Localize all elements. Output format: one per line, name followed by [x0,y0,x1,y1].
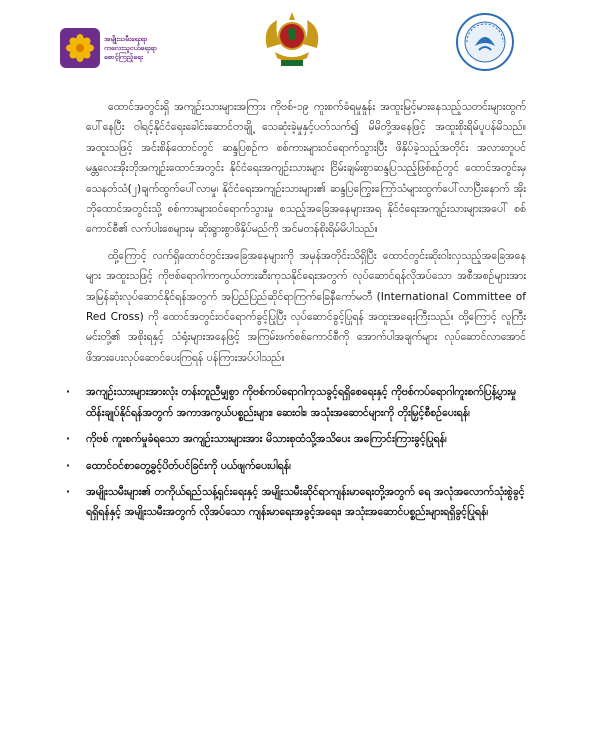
document-body [66,97,526,529]
commission-seal-icon [455,12,515,72]
bullet-marker: · [66,485,71,498]
bullet-marker: · [66,459,71,472]
flower-logo-icon [60,28,100,68]
paragraph-2: ထို့ကြောင့် လက်ရှိထောင်တွင်းအခြေအနေများကို အမှန်အတိုင်းသိရှိပြီး ထောင်တွင်းဆိုးဝါးလှသည့်အခြေအနေများ အထူးသဖြင့် ကိုဗစ်ရောဂါကာကွယ်တားဆီးကုသနိုင်ရေးအတွက် လုပ်ဆောင်ရန်လိုအပ်သော အစီအစဉ်များအား အမြန်ဆုံးလုပ်ဆောင်နိုင်ရန်အတွက် အပြည်ပြည်ဆိုင်ရာကြက်ခြေနီကော်မတီ (International Committee of Red Cross) ကို ထောင်အတွင်းဝင်ရောက်ခွင့်ပြုပြီး လုပ်ဆောင်ခွင့်ပြုရန် အထူးအရေးကြီးသည်။ ထို့ကြောင့် လူကြီးမင်းတို့၏ အစိုးရနှင့် သံရုံးများအနေဖြင့် အကြမ်းဖက်စစ်ကောင်စီကို အောက်ပါအချက်များ လုပ်ဆောင်လာအောင် ဖိအားပေးလုပ်ဆောင်ပေးကြရန် ပန်ကြားအပ်ပါသည်။ [86,249,526,364]
bullet-marker: · [66,386,71,399]
demands-list [66,382,526,522]
bullet-text: ထောင်ဝင်စာတွေ့ခွင့်ပိတ်ပင်ခြင်းကို ပယ်ဖျက်ပေးပါရန်၊ [86,459,291,472]
bullet-text: အမျိုးသမီးများ၏ တကိုယ်ရည်သန့်ရှင်းရေးနှင့် အမျိုးသမီးဆိုင်ရာကျန်းမာရေးတို့အတွက် ရေ အလုံအလောက်သုံးစွဲခွင့်ရရှိရန်နှင့် အမျိုးသမီးအတွက် လိုအပ်သော ကျန်းမာရေးအခွင့်အရေး၊ အသုံးအဆောင်ပစ္စည်းများရရှိခွင့်ပြုရန်၊ [86,485,525,519]
organization-logo [60,28,190,68]
state-emblem-icon [257,8,327,70]
list-item [66,429,526,449]
list-item [66,456,526,476]
logo-line-2: ကလေးသူငယ်ရေးရာ [104,43,157,52]
logo-line-3: စောင့်ကြည့်ရေး [104,52,143,61]
paragraph-1: ထောင်အတွင်းရှိ အကျဉ်းသားများအကြား ကိုဗစ်-၁၉ ကူးစက်ခံရမှုနှုန်း အထူးမြင့်မားနေသည့်သတင်းများထွက်ပေါ်နေပြီး ဝါရင့်နိုင်ငံရေးခေါင်းဆောင်တချို့ သေဆုံးခဲ့မှုနှင့်ပတ်သက်၍ မိမိတို့အနေဖြင့် အထူးစိုးရိမ်ပူပန်မိသည်။ အထူးသဖြင့် အင်းစိန်ထောင်တွင် ဆန္ဒပြစဉ်က စစ်ကားများဝင်ရောက်သွားပြီး ဖိနှိပ်ခဲ့သည့်အတိုင်း အလားတူပင် မန္တလေးအိုးဘိုအကျဉ်းထောင်အတွင်း နိုင်ငံရေးအကျဉ်းသားများ ငြိမ်းချမ်းစွာဆန္ဒပြသည့်ဖြစ်စဉ်တွင် ထောင်အတွင်းမှ သေနတ်သံ(၂)ချက်ထွက်ပေါ်လာမှု၊ နိုင်ငံရေးအကျဉ်းသားများ၏ ဆန္ဒပြကြွေးကြော်သံများထွက်ပေါ်လာပြီးနောက် အိုးဘိုထောင်အတွင်းသို့ စစ်ကားများဝင်ရောက်သွားမှု စသည့်အခြေအနေများအရ နိုင်ငံရေးအကျဉ်းသားများအပေါ် စစ်ကောင်စီ၏ လက်ပါးစေများမှ ဆိုးရွားစွာဖိနှိပ်မည်ကို အင်မတန်စိုးရိမ်မိပါသည်။ [86,101,526,236]
logo-line-1: အမျိုးသမီးရေးရာ [104,34,148,43]
bullet-text: အကျဉ်းသားများအားလုံး တန်းတူညီမျှစွာ ကိုဗစ်ကပ်ရောဂါကုသခွင့်ရရှိစေရေးနှင့် ကိုဗစ်ကပ်ရောဂါကူးစက်ပြန့်ပွားမှုထိန်းချုပ်နိုင်ရန်အတွက် အကာအကွယ်ပစ္စည်းများ၊ ဆေးဝါး၊ အသုံးအဆောင်များကို တိုးမြှင့်စီစဉ်ပေးရန်၊ [86,386,517,419]
bullet-text: ကိုဗစ် ကူးစက်မှုခံရသော အကျဉ်းသားများအား မိသားစုထံသို့အသိပေး အကြောင်းကြားခွင့်ပြုရန်၊ [86,433,447,446]
letterhead [0,0,595,80]
list-item [66,482,526,523]
list-item [66,382,526,423]
bullet-marker: · [66,433,71,446]
